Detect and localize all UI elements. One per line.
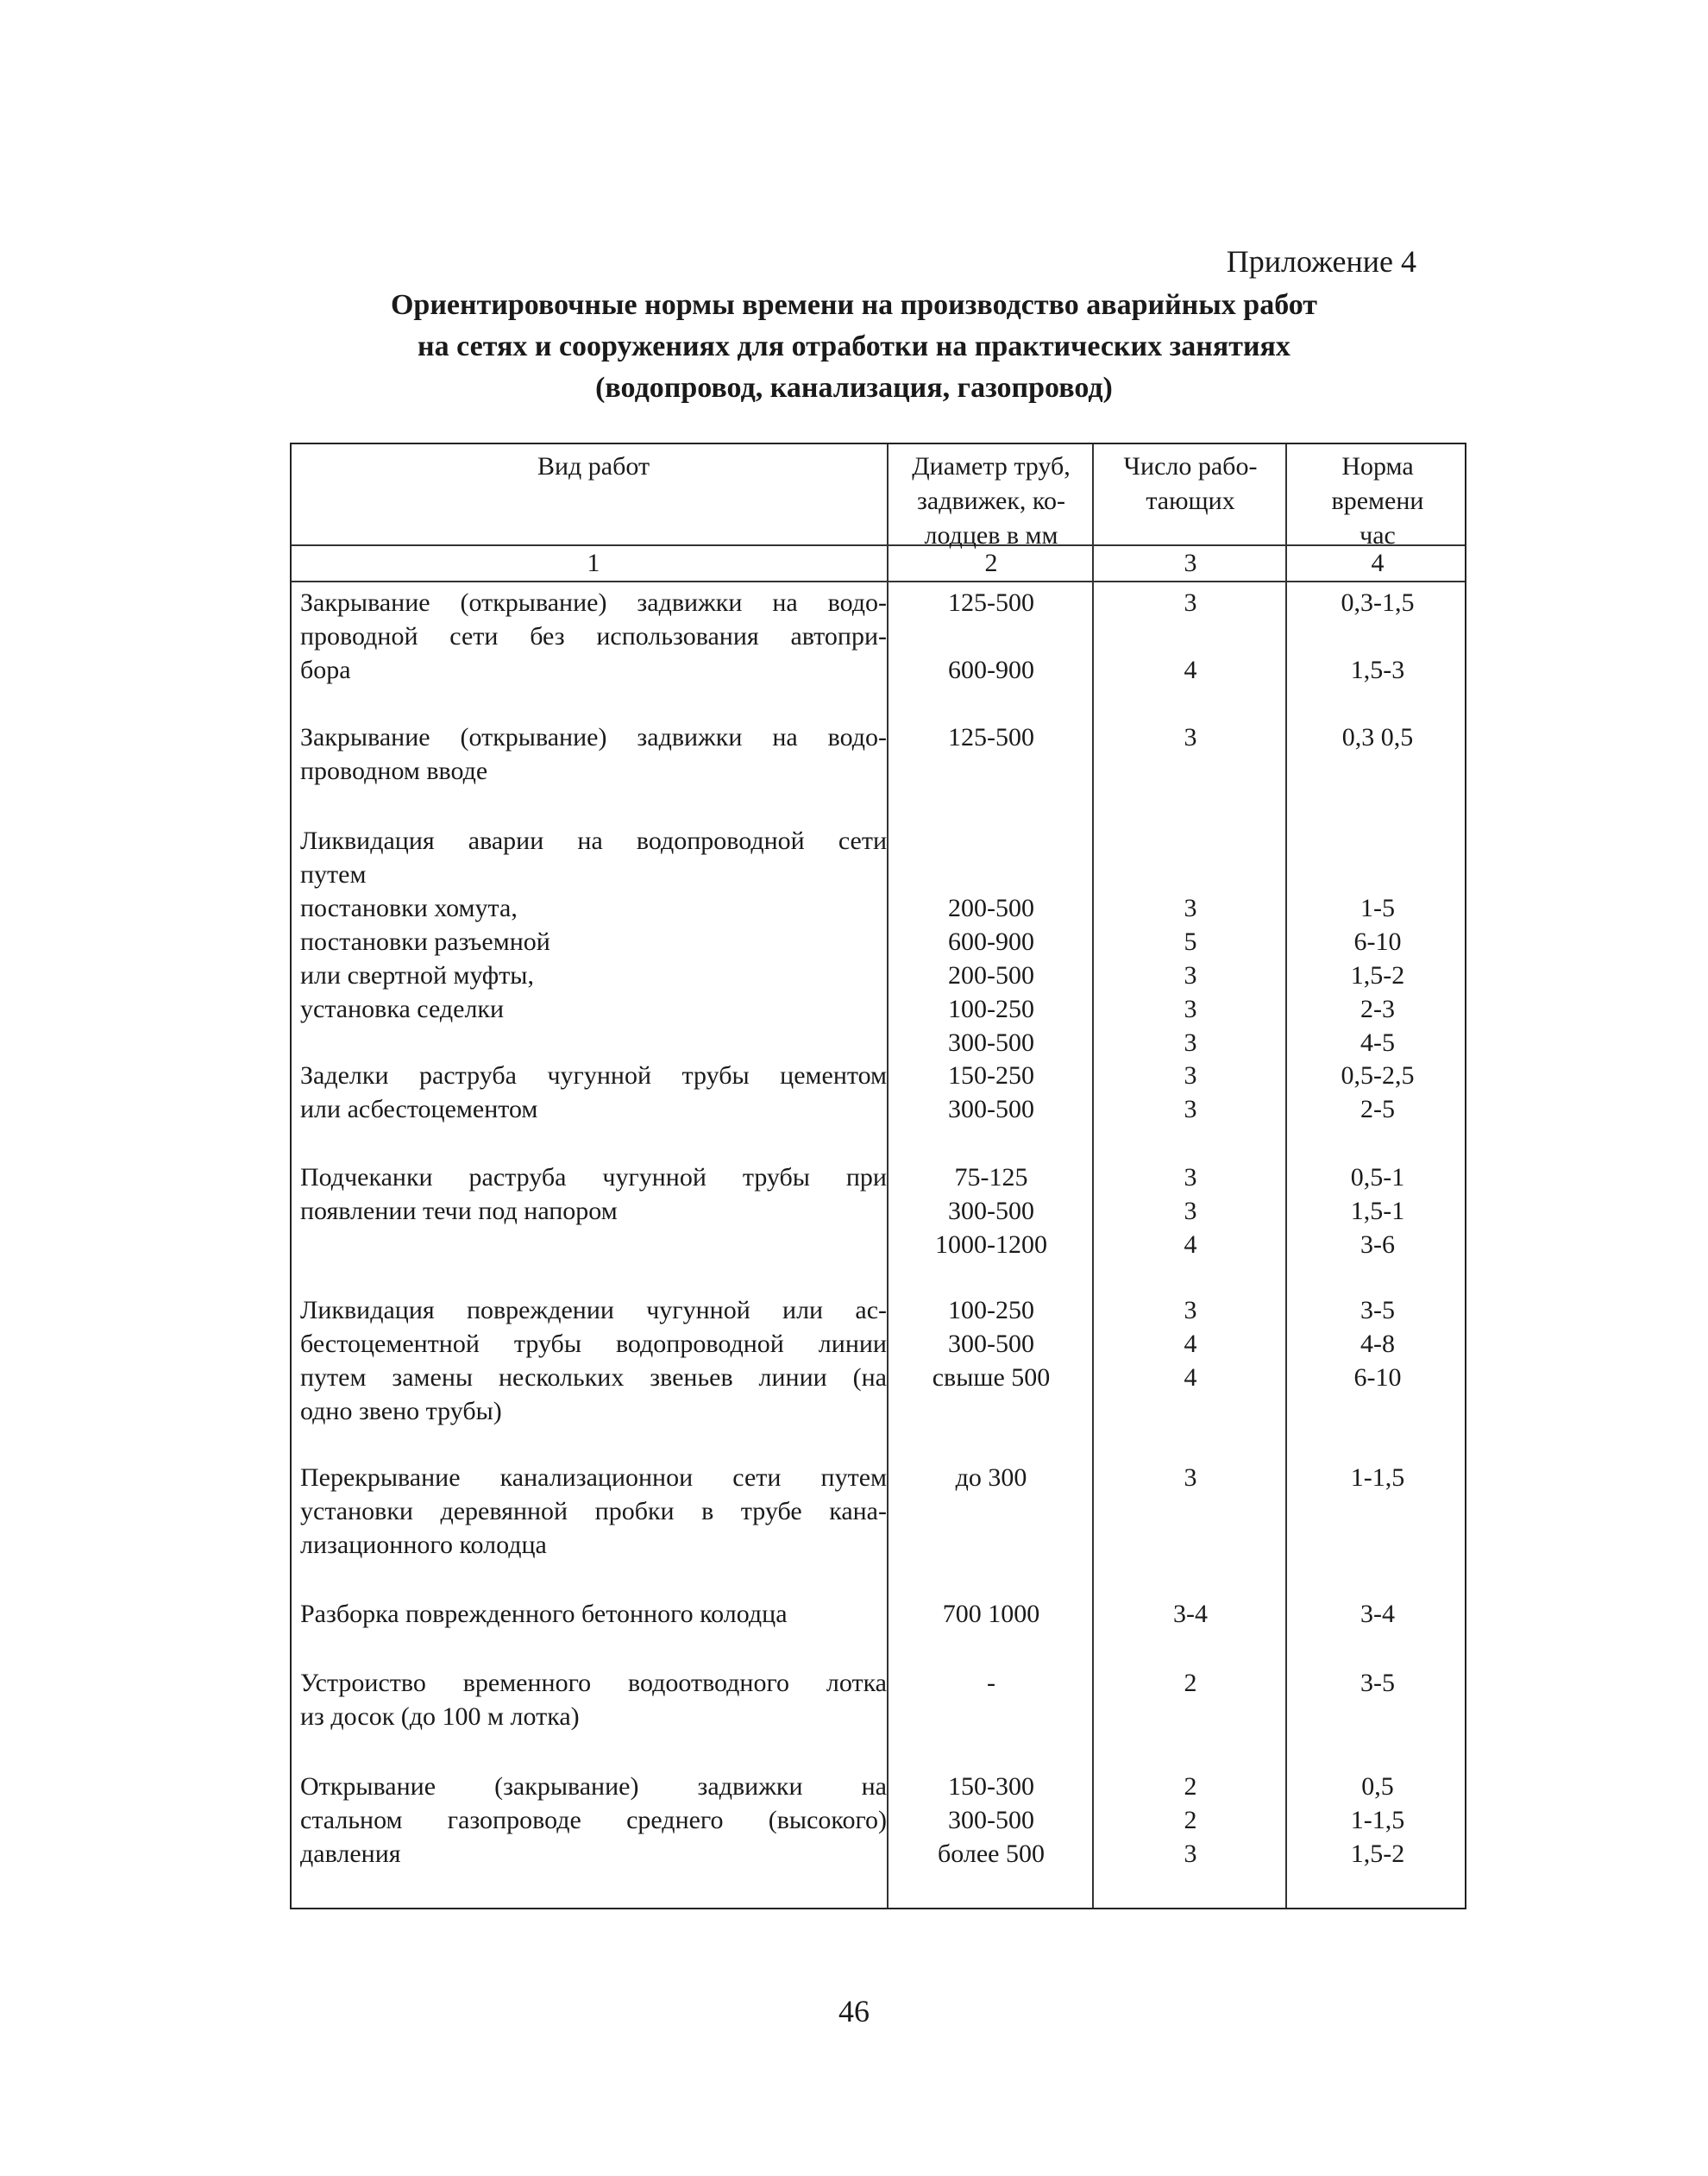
column-number: 1 xyxy=(587,549,600,577)
table-cell-line: 0,5-1 xyxy=(1350,1163,1405,1192)
document-title xyxy=(259,285,1449,409)
table-cell-line: 3-4 xyxy=(1360,1600,1395,1628)
table-cell-line: проводном вводе xyxy=(300,757,488,785)
column-divider xyxy=(887,444,889,1908)
table-cell-line: 6-10 xyxy=(1353,1363,1402,1392)
table-cell-line: бора xyxy=(300,656,351,684)
table-cell-line: или асбестоцементом xyxy=(300,1095,538,1123)
table-cell-line: Открывание (закрывание) задвижки на xyxy=(300,1772,887,1801)
row-work-description xyxy=(300,1770,887,1871)
table-cell-line: 0,5-2,5 xyxy=(1341,1061,1415,1090)
table-cell-line: установка седелки xyxy=(300,995,505,1023)
header-diameter xyxy=(890,450,1092,553)
header-workers xyxy=(1096,450,1285,519)
table-cell-line: 2-3 xyxy=(1360,995,1395,1023)
row-work-description xyxy=(300,824,887,1060)
table-cell-line: 0,3 0,5 xyxy=(1341,723,1414,752)
table-cell-line: 4 xyxy=(1184,656,1197,684)
table-cell-line: 125-500 xyxy=(948,588,1034,617)
table-cell-line: Разборка поврежденного бетонного колодца xyxy=(300,1600,788,1628)
row-diameter xyxy=(890,1293,1092,1394)
table-cell-line xyxy=(1289,858,1466,891)
title-line: на сетях и сооружениях для отработки на практических занятиях xyxy=(418,330,1290,362)
header-work-type: Вид работ xyxy=(537,452,650,481)
table-cell-line: 600-900 xyxy=(948,656,1034,684)
table-cell-line: 1-1,5 xyxy=(1350,1463,1405,1492)
table-cell-line xyxy=(300,1026,887,1060)
table-cell-line: 100-250 xyxy=(948,995,1034,1023)
row-diameter xyxy=(890,1770,1092,1871)
row-time-norm xyxy=(1289,824,1466,1060)
table-cell-line: или свертной муфты, xyxy=(300,961,534,990)
header-line: Число рабо- xyxy=(1123,452,1258,481)
table-cell-line: путем замены нескольких звеньев линии (на xyxy=(300,1363,887,1392)
table-cell-line: 600-900 xyxy=(948,928,1034,956)
table-cell-line xyxy=(300,1228,887,1261)
row-workers xyxy=(1096,1293,1285,1394)
table-cell-line: 200-500 xyxy=(948,961,1034,990)
row-work-description xyxy=(300,1160,887,1261)
header-line: тающих xyxy=(1146,487,1235,515)
table-cell-line: 4-8 xyxy=(1360,1330,1395,1358)
table-cell-line: Закрывание (открывание) задвижки на водо- xyxy=(300,588,887,617)
table-cell-line: 1,5-2 xyxy=(1350,1840,1405,1868)
table-cell-line: 4 xyxy=(1184,1230,1197,1259)
table-cell-line: 2 xyxy=(1184,1806,1197,1834)
table-cell-line: 3 xyxy=(1184,1061,1197,1090)
row-workers xyxy=(1096,586,1285,687)
table-cell-line: 75-125 xyxy=(954,1163,1028,1192)
table-cell-line: 300-500 xyxy=(948,1095,1034,1123)
row-workers xyxy=(1096,1666,1285,1700)
page-number: 46 xyxy=(838,1994,870,2028)
table-cell-line xyxy=(1289,824,1466,858)
row-diameter xyxy=(890,1059,1092,1126)
table-cell-line: Закрывание (открывание) задвижки на водо- xyxy=(300,723,887,752)
table-cell-line: постановки разъемной xyxy=(300,928,550,956)
table-cell-line: 150-300 xyxy=(948,1772,1034,1801)
row-time-norm xyxy=(1289,586,1466,687)
table-cell-line: 1,5-3 xyxy=(1350,656,1405,684)
row-work-description xyxy=(300,586,887,687)
table-cell-line: 3-6 xyxy=(1360,1230,1395,1259)
table-cell-line: 1-1,5 xyxy=(1350,1806,1405,1834)
table-cell-line: 3 xyxy=(1184,961,1197,990)
table-cell-line xyxy=(1096,824,1285,858)
table-cell-line: 3 xyxy=(1184,1197,1197,1225)
table-cell-line: 3-4 xyxy=(1173,1600,1208,1628)
row-workers xyxy=(1096,1770,1285,1871)
table-cell-line: 3 xyxy=(1184,1028,1197,1057)
table-cell-line: 3 xyxy=(1184,1296,1197,1324)
table-cell-line xyxy=(890,824,1092,858)
header-line: Норма xyxy=(1341,452,1414,481)
row-work-description xyxy=(300,1059,887,1126)
table-cell-line: 0,3-1,5 xyxy=(1341,588,1415,617)
table-cell-line: 0,5 xyxy=(1361,1772,1394,1801)
row-time-norm xyxy=(1289,1666,1466,1700)
row-diameter xyxy=(890,720,1092,754)
table-cell-line xyxy=(1096,619,1285,653)
table-cell-line: 1000-1200 xyxy=(935,1230,1047,1259)
table-cell-line: 4 xyxy=(1184,1330,1197,1358)
table-cell-line: 4 xyxy=(1184,1363,1197,1392)
table-cell-line: проводной сети без использования автопри- xyxy=(300,622,887,651)
row-workers xyxy=(1096,1597,1285,1631)
row-workers xyxy=(1096,1160,1285,1261)
table-cell-line: 3-5 xyxy=(1360,1669,1395,1697)
row-diameter xyxy=(890,1461,1092,1494)
table-cell-line: давления xyxy=(300,1840,401,1868)
table-cell-line: 4-5 xyxy=(1360,1028,1395,1057)
table-cell-line: 3-5 xyxy=(1360,1296,1395,1324)
table-cell-line: 3 xyxy=(1184,1163,1197,1192)
table-cell-line: 100-250 xyxy=(948,1296,1034,1324)
header-line: час xyxy=(1359,521,1396,550)
row-work-description xyxy=(300,1461,887,1562)
column-number: 2 xyxy=(984,549,998,577)
row-time-norm xyxy=(1289,1059,1466,1126)
table-cell-line: 3 xyxy=(1184,1840,1197,1868)
header-line: лодцев в мм xyxy=(924,521,1058,550)
row-time-norm xyxy=(1289,1770,1466,1871)
table-cell-line: из досок (до 100 м лотка) xyxy=(300,1702,580,1731)
table-cell-line: одно звено трубы) xyxy=(300,1397,502,1425)
table-cell-line: 1,5-1 xyxy=(1350,1197,1405,1225)
table-cell-line: 300-500 xyxy=(948,1806,1034,1834)
table-cell-line: 2-5 xyxy=(1360,1095,1395,1123)
table-cell-line: 1-5 xyxy=(1360,894,1395,922)
row-time-norm xyxy=(1289,720,1466,754)
table-cell-line xyxy=(1289,619,1466,653)
appendix-label: Приложение 4 xyxy=(1226,244,1416,279)
row-time-norm xyxy=(1289,1293,1466,1394)
table-cell-line: свыше 500 xyxy=(932,1363,1051,1392)
table-cell-line xyxy=(890,619,1092,653)
row-time-norm xyxy=(1289,1597,1466,1631)
row-work-description xyxy=(300,1293,887,1428)
table-cell-line: 2 xyxy=(1184,1669,1197,1697)
row-workers xyxy=(1096,1059,1285,1126)
table-cell-line: постановки хомута, xyxy=(300,894,518,922)
table-cell-line: 300-500 xyxy=(948,1028,1034,1057)
header-line: Диаметр труб, xyxy=(912,452,1071,481)
table-cell-line: до 300 xyxy=(955,1463,1027,1492)
row-workers xyxy=(1096,1461,1285,1494)
table-cell-line: 200-500 xyxy=(948,894,1034,922)
norms-table xyxy=(290,443,1466,1909)
table-cell-line: Ликвидация аварии на водопроводной сети xyxy=(300,827,887,855)
row-time-norm xyxy=(1289,1160,1466,1261)
table-cell-line: 5 xyxy=(1184,928,1197,956)
column-divider xyxy=(1285,444,1287,1908)
row-diameter xyxy=(890,586,1092,687)
table-cell-line: 125-500 xyxy=(948,723,1034,752)
row-work-description xyxy=(300,720,887,788)
table-cell-line: Подчеканки раструба чугунной трубы при xyxy=(300,1163,887,1192)
table-cell-line: появлении течи под напором xyxy=(300,1197,618,1225)
table-cell-line: 300-500 xyxy=(948,1197,1034,1225)
table-cell-line xyxy=(890,858,1092,891)
table-cell-line: 3 xyxy=(1184,894,1197,922)
title-line: (водопровод, канализация, газопровод) xyxy=(595,372,1113,404)
row-work-description xyxy=(300,1666,887,1733)
table-cell-line: путем xyxy=(300,860,367,889)
header-divider xyxy=(292,581,1465,582)
table-cell-line: 3 xyxy=(1184,1463,1197,1492)
table-cell-line: 3 xyxy=(1184,1095,1197,1123)
table-cell-line: 300-500 xyxy=(948,1330,1034,1358)
table-cell-line: стальном газопроводе среднего (высокого) xyxy=(300,1806,887,1834)
table-cell-line: 2 xyxy=(1184,1772,1197,1801)
column-number: 3 xyxy=(1184,549,1197,577)
row-time-norm xyxy=(1289,1461,1466,1494)
table-cell-line: 150-250 xyxy=(948,1061,1034,1090)
table-cell-line: 6-10 xyxy=(1353,928,1402,956)
table-cell-line: Устроиство временного водоотводного лотка xyxy=(300,1669,887,1697)
table-cell-line: 3 xyxy=(1184,995,1197,1023)
table-cell-line: лизационного колодца xyxy=(300,1531,547,1559)
column-divider xyxy=(1092,444,1094,1908)
table-cell-line xyxy=(1096,858,1285,891)
table-cell-line: 3 xyxy=(1184,723,1197,752)
table-cell-line: - xyxy=(987,1669,995,1697)
row-diameter xyxy=(890,1597,1092,1631)
header-line: времени xyxy=(1331,487,1424,515)
header-line: задвижек, ко- xyxy=(917,487,1065,515)
table-cell-line: более 500 xyxy=(938,1840,1045,1868)
table-cell-line: установки деревянной пробки в трубе кана- xyxy=(300,1497,887,1525)
table-cell-line: Ликвидация повреждении чугунной или ас- xyxy=(300,1296,887,1324)
table-cell-line: бестоцементной трубы водопроводной линии xyxy=(300,1330,887,1358)
table-cell-line: Заделки раструба чугунной трубы цементом xyxy=(300,1061,887,1090)
row-workers xyxy=(1096,720,1285,754)
row-diameter xyxy=(890,1160,1092,1261)
table-cell-line: Перекрывание канализационнои сети путем xyxy=(300,1463,887,1492)
table-cell-line: 1,5-2 xyxy=(1350,961,1405,990)
table-cell-line: 3 xyxy=(1184,588,1197,617)
table-cell-line: 700 1000 xyxy=(942,1600,1040,1628)
column-number: 4 xyxy=(1371,549,1385,577)
row-work-description xyxy=(300,1597,887,1631)
row-diameter xyxy=(890,1666,1092,1700)
row-workers xyxy=(1096,824,1285,1060)
row-diameter xyxy=(890,824,1092,1060)
header-time-norm xyxy=(1289,450,1466,553)
title-line: Ориентировочные нормы времени на производство аварийных работ xyxy=(390,289,1318,321)
